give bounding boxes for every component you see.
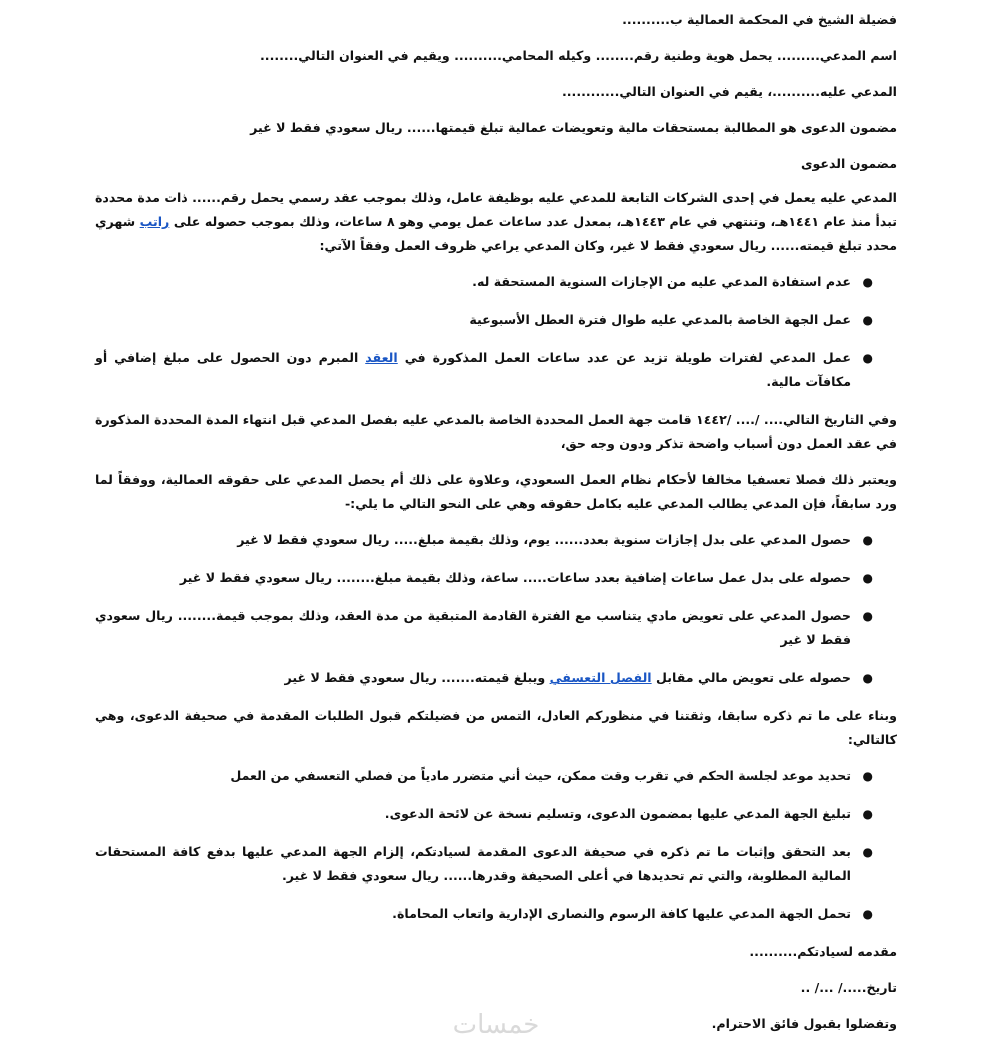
list-item	[95, 528, 873, 552]
list-item	[95, 666, 873, 690]
bullet-icon: ●	[862, 907, 873, 921]
facts-list	[95, 270, 897, 394]
list-item	[95, 764, 873, 788]
dismissal-paragraph: وفي التاريخ التالي.... /.... /١٤٤٢ قامت جهة العمل المحددة الخاصة بالمدعي عليه بفصل المدعي قبل انتهاء المدة المحددة المذكورة في عقد العمل دون أسباب واضحة تذكر ودون وجه حق،	[95, 412, 897, 451]
facts-intro	[95, 186, 897, 258]
list-item	[95, 604, 873, 652]
list-item-text: عمل المدعي لفترات طويلة تزيد عن عدد ساعات العمل المذكورة في	[404, 350, 851, 365]
bullet-icon: ●	[862, 807, 873, 821]
list-item-text: تحمل الجهة المدعي عليها كافة الرسوم والنصارى الإدارية واتعاب المحاماة.	[392, 906, 851, 921]
list-item	[95, 566, 873, 590]
bullet-icon: ●	[862, 571, 873, 585]
content-heading: مضمون الدعوى	[800, 156, 897, 171]
list-item-text: تبليغ الجهة المدعي عليها بمضمون الدعوى، وتسليم نسخة عن لائحة الدعوى.	[384, 806, 851, 821]
watermark-logo: خمسات	[452, 1010, 540, 1040]
salary-link[interactable]: راتب	[139, 214, 170, 229]
requests-list	[95, 764, 897, 926]
claim-summary-line: مضمون الدعوى هو المطالبة بمستحقات مالية وتعويضات عمالية تبلغ قيمتها...... ريال سعودي فقط لا غير	[250, 120, 897, 135]
list-item	[95, 902, 873, 926]
facts-intro-text-end: شهري محدد تبلغ قيمته...... ريال سعودي فقط لا غير، وكان المدعي يراعي ظروف العمل وفقاً الآتي:	[95, 214, 897, 253]
list-item-text: حصول المدعي على تعويض مادي يتناسب مع الفترة القادمة المتبقية من مدة العقد، وذلك بموجب قيمة........ ريال سعودي فقط لا غير	[95, 608, 851, 647]
bullet-icon: ●	[862, 845, 873, 859]
list-item	[95, 346, 873, 394]
list-item	[95, 802, 873, 826]
list-item	[95, 308, 873, 332]
bullet-icon: ●	[862, 313, 873, 327]
closing-line: وتفضلوا بقبول فائق الاحترام.	[711, 1016, 897, 1031]
bullet-icon: ●	[862, 275, 873, 289]
list-item-text: تحديد موعد لجلسة الحكم في تقرب وقت ممكن، حيث أني متضرر مادياً من فصلي التعسفي من العمل	[230, 768, 851, 783]
list-item-text: حصوله على بدل عمل ساعات إضافية بعدد ساعات..... ساعة، وذلك بقيمة مبلغ........ ريال سعودي فقط لا غير	[179, 570, 851, 585]
list-item	[95, 840, 873, 888]
list-item	[95, 270, 873, 294]
date-line: تاريخ...../ .../ ..	[800, 980, 897, 995]
plaintiff-line: اسم المدعي......... يحمل هوية وطنية رقم........ وكيله المحامي.......... ويقيم في العنوان التالي........	[260, 48, 897, 63]
claims-intro: ويعتبر ذلك فصلا تعسفيا مخالفا لأحكام نظام العمل السعودي، وعلاوة على ذلك أم يحصل المدعي على حقوقه العمالية، ووفقاً لما ورد سابقاً، فإن المدعي يطالب المدعي عليه بكامل حقوقه وهي على النحو التالي ما يلي:-	[95, 472, 897, 511]
bullet-icon: ●	[862, 351, 873, 365]
submitted-line: مقدمه لسيادتكم..........	[749, 944, 897, 959]
list-item-text: حصوله على تعويض مالي مقابل	[656, 670, 851, 685]
addressee-line: فضيلة الشيخ في المحكمة العمالية ب..........	[622, 12, 897, 27]
list-item-text: بعد التحقق وإثبات ما تم ذكره في صحيفة الدعوى المقدمة لسيادتكم، إلزام الجهة المدعي عليها بدفع كافة المستحقات المالية المطلوبة، والتي تم تحديدها في أعلى الصحيفة وقدرها...... ريال سعودي فقط لا غير.	[95, 844, 851, 883]
list-item-text: عدم استفادة المدعي عليه من الإجازات السنوية المستحقة له.	[472, 274, 851, 289]
arbitrary-dismissal-link[interactable]: الفصل التعسفي	[549, 670, 652, 685]
bullet-icon: ●	[862, 609, 873, 623]
legal-document	[95, 8, 897, 1048]
bullet-icon: ●	[862, 769, 873, 783]
claims-list	[95, 528, 897, 690]
bullet-icon: ●	[862, 671, 873, 685]
facts-intro-text: المدعي عليه يعمل في إحدى الشركات التابعة للمدعي عليه بوظيفة عامل، وذلك بموجب عقد رسمي يحمل رقم...... ذات مدة محددة تبدأ منذ عام ١٤٤١هـ، وتنتهي في عام ١٤٤٣هـ، بمعدل عدد ساعات عمل يومي وهو ٨ ساعات، وذلك بموجب حصوله على	[95, 190, 898, 229]
requests-intro: وبناء على ما تم ذكره سابقا، وثقتنا في منظوركم العادل، التمس من فضيلتكم قبول الطلبات المقدمة في صحيفة الدعوى، وهي كالتالي:	[95, 708, 897, 747]
list-item-text: عمل الجهة الخاصة بالمدعي عليه طوال فترة العطل الأسبوعية	[469, 312, 851, 327]
defendant-line: المدعي عليه..........، يقيم في العنوان التالي............	[561, 84, 897, 99]
list-item-text: ويبلغ قيمته....... ريال سعودي فقط لا غير	[284, 670, 546, 685]
list-item-text: حصول المدعي على بدل إجازات سنوية بعدد...... يوم، وذلك بقيمة مبلغ..... ريال سعودي فقط لا غير	[237, 532, 851, 547]
list-item-text: المبرم دون الحصول على مبلغ إضافي أو مكافآت مالية.	[95, 350, 851, 389]
contract-link[interactable]: العقد	[365, 350, 398, 365]
bullet-icon: ●	[862, 533, 873, 547]
